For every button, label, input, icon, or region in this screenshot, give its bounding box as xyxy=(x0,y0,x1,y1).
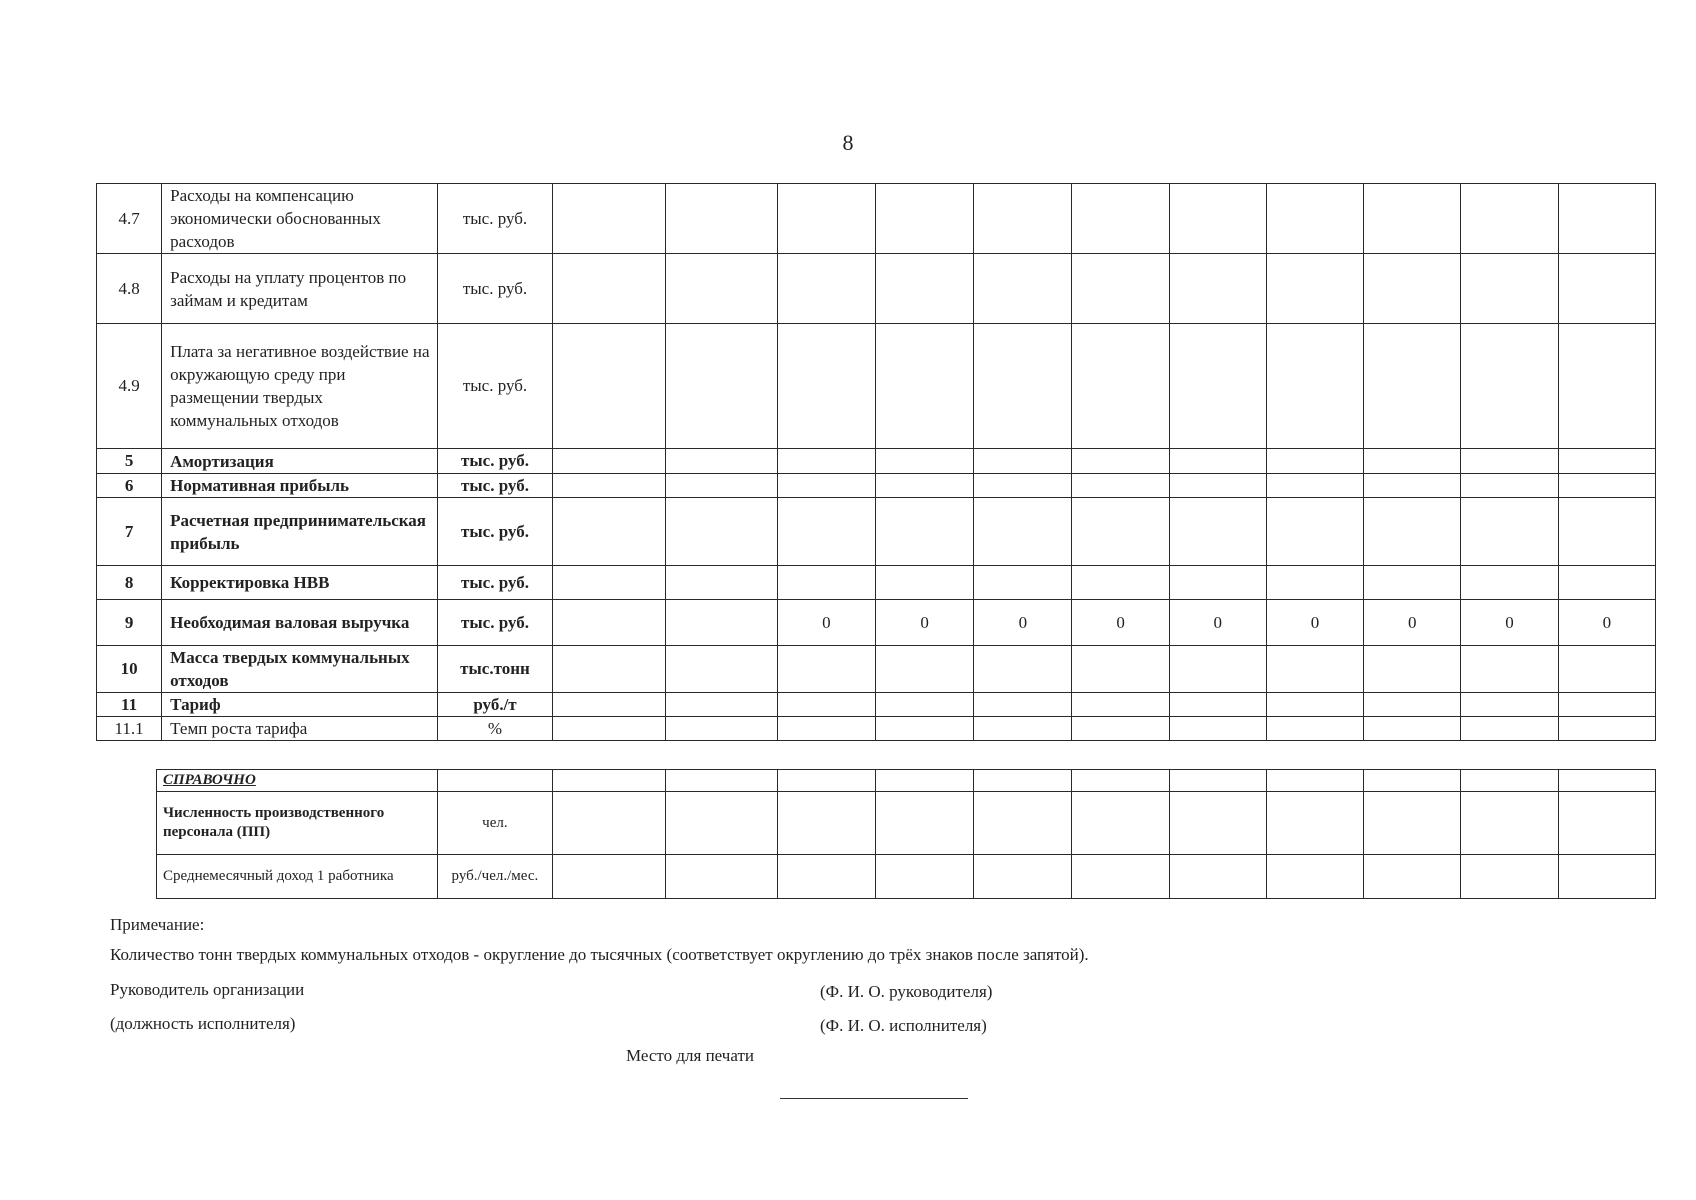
value-cell xyxy=(553,717,666,741)
value-cell xyxy=(1364,498,1461,566)
head-signature-label: Руководитель организации xyxy=(110,980,305,999)
value-cell xyxy=(1169,324,1266,449)
value-cell xyxy=(974,717,1072,741)
table-row xyxy=(97,254,1656,324)
row-name: Масса твердых коммунальных отходов xyxy=(162,646,438,693)
row-name: Расходы на компенсацию экономически обоснованных расходов xyxy=(162,184,438,254)
value-cell xyxy=(1558,498,1655,566)
value-cell xyxy=(974,474,1072,498)
value-cell: 0 xyxy=(1461,600,1558,646)
row-number: 9 xyxy=(97,600,162,646)
value-cell xyxy=(875,717,973,741)
value-cell xyxy=(666,646,777,693)
row-unit: тыс. руб. xyxy=(437,566,552,600)
value-cell: 0 xyxy=(1072,600,1169,646)
value-cell xyxy=(1558,474,1655,498)
row-unit: тыс. руб. xyxy=(437,600,552,646)
value-cell xyxy=(1364,184,1461,254)
value-cell xyxy=(974,254,1072,324)
value-cell xyxy=(1364,717,1461,741)
reference-table xyxy=(156,769,1656,899)
value-cell xyxy=(1169,184,1266,254)
value-cell xyxy=(1072,693,1169,717)
value-cell: 0 xyxy=(1558,600,1655,646)
value-cell xyxy=(1072,474,1169,498)
row-name: Амортизация xyxy=(162,449,438,474)
value-cell xyxy=(875,254,973,324)
reference-row-name: Численность производственного персонала (ПП) xyxy=(157,792,438,855)
reference-row-unit: руб./чел./мес. xyxy=(437,855,552,899)
value-cell xyxy=(666,474,777,498)
value-cell xyxy=(1169,449,1266,474)
table-row xyxy=(97,184,1656,254)
row-unit: тыс. руб. xyxy=(437,474,552,498)
row-unit: тыс.тонн xyxy=(437,646,552,693)
value-cell xyxy=(1461,693,1558,717)
value-cell xyxy=(1461,184,1558,254)
row-name: Темп роста тарифа xyxy=(162,717,438,741)
table-row xyxy=(97,717,1656,741)
stamp-line xyxy=(780,1098,968,1099)
value-cell xyxy=(875,449,973,474)
value-cell xyxy=(1461,254,1558,324)
value-cell xyxy=(1072,254,1169,324)
value-cell xyxy=(1266,474,1363,498)
table-row xyxy=(97,324,1656,449)
value-cell xyxy=(777,324,875,449)
value-cell xyxy=(875,498,973,566)
value-cell xyxy=(1072,717,1169,741)
row-number: 6 xyxy=(97,474,162,498)
value-cell xyxy=(1072,646,1169,693)
table-row xyxy=(97,449,1656,474)
value-cell: 0 xyxy=(974,600,1072,646)
value-cell xyxy=(553,184,666,254)
value-cell xyxy=(974,449,1072,474)
value-cell xyxy=(777,693,875,717)
row-number: 11.1 xyxy=(97,717,162,741)
stamp-place-label: Место для печати xyxy=(626,1046,754,1065)
note-text: Количество тонн твердых коммунальных отходов - округление до тысячных (соответствует округлению до трёх знаков после запятой). xyxy=(110,945,1089,964)
row-number: 4.8 xyxy=(97,254,162,324)
value-cell xyxy=(553,449,666,474)
value-cell xyxy=(875,474,973,498)
value-cell: 0 xyxy=(1266,600,1363,646)
value-cell xyxy=(666,498,777,566)
value-cell xyxy=(974,324,1072,449)
value-cell xyxy=(666,566,777,600)
value-cell xyxy=(1169,498,1266,566)
value-cell xyxy=(1461,498,1558,566)
value-cell xyxy=(777,498,875,566)
row-number: 7 xyxy=(97,498,162,566)
value-cell xyxy=(666,254,777,324)
value-cell xyxy=(1169,717,1266,741)
value-cell xyxy=(875,184,973,254)
value-cell xyxy=(553,324,666,449)
value-cell xyxy=(553,693,666,717)
value-cell xyxy=(777,717,875,741)
row-number: 4.7 xyxy=(97,184,162,254)
row-name: Плата за негативное воздействие на окружающую среду при размещении твердых коммунальных отходов xyxy=(162,324,438,449)
value-cell xyxy=(875,646,973,693)
value-cell xyxy=(1364,324,1461,449)
value-cell xyxy=(1169,693,1266,717)
row-unit: тыс. руб. xyxy=(437,449,552,474)
value-cell xyxy=(875,693,973,717)
value-cell xyxy=(1364,693,1461,717)
value-cell xyxy=(1558,184,1655,254)
value-cell xyxy=(1558,717,1655,741)
value-cell: 0 xyxy=(1169,600,1266,646)
value-cell xyxy=(777,184,875,254)
value-cell xyxy=(1266,693,1363,717)
head-fio-label: (Ф. И. О. руководителя) xyxy=(820,982,993,1001)
executor-fio-label: (Ф. И. О. исполнителя) xyxy=(820,1016,987,1035)
value-cell xyxy=(1266,254,1363,324)
reference-row-staff xyxy=(157,792,1656,855)
row-name: Расчетная предпринимательская прибыль xyxy=(162,498,438,566)
value-cell: 0 xyxy=(777,600,875,646)
value-cell xyxy=(1461,474,1558,498)
row-name: Необходимая валовая выручка xyxy=(162,600,438,646)
value-cell xyxy=(777,646,875,693)
value-cell xyxy=(1364,646,1461,693)
value-cell xyxy=(553,646,666,693)
value-cell xyxy=(1266,324,1363,449)
value-cell xyxy=(1266,566,1363,600)
reference-row-name: Среднемесячный доход 1 работника xyxy=(157,855,438,899)
value-cell xyxy=(1072,566,1169,600)
value-cell xyxy=(777,566,875,600)
row-unit: тыс. руб. xyxy=(437,498,552,566)
value-cell xyxy=(1558,254,1655,324)
value-cell xyxy=(1266,184,1363,254)
row-name: Тариф xyxy=(162,693,438,717)
value-cell xyxy=(1461,717,1558,741)
table-row xyxy=(97,646,1656,693)
value-cell xyxy=(1169,646,1266,693)
page-number: 8 xyxy=(842,130,854,155)
value-cell xyxy=(666,449,777,474)
row-name: Корректировка НВВ xyxy=(162,566,438,600)
value-cell xyxy=(1364,566,1461,600)
value-cell xyxy=(553,498,666,566)
executor-position-label: (должность исполнителя) xyxy=(110,1014,296,1033)
value-cell xyxy=(1461,449,1558,474)
reference-row-income xyxy=(157,855,1656,899)
value-cell xyxy=(1266,498,1363,566)
value-cell xyxy=(666,717,777,741)
value-cell xyxy=(1266,646,1363,693)
row-name: Нормативная прибыль xyxy=(162,474,438,498)
value-cell xyxy=(1169,566,1266,600)
value-cell xyxy=(1558,693,1655,717)
value-cell xyxy=(1364,449,1461,474)
value-cell xyxy=(974,566,1072,600)
value-cell xyxy=(974,184,1072,254)
value-cell xyxy=(666,693,777,717)
cost-table xyxy=(96,183,1656,741)
value-cell xyxy=(1461,646,1558,693)
value-cell xyxy=(1558,324,1655,449)
value-cell xyxy=(1072,449,1169,474)
note-label: Примечание: xyxy=(110,915,205,934)
value-cell xyxy=(1558,646,1655,693)
value-cell xyxy=(875,566,973,600)
value-cell xyxy=(875,324,973,449)
value-cell xyxy=(1461,324,1558,449)
value-cell xyxy=(1364,474,1461,498)
row-unit: % xyxy=(437,717,552,741)
value-cell xyxy=(1072,184,1169,254)
row-number: 8 xyxy=(97,566,162,600)
value-cell xyxy=(553,474,666,498)
value-cell xyxy=(1364,254,1461,324)
value-cell xyxy=(777,449,875,474)
table-row xyxy=(97,566,1656,600)
row-number: 11 xyxy=(97,693,162,717)
value-cell xyxy=(777,254,875,324)
reference-row-unit: чел. xyxy=(437,792,552,855)
value-cell xyxy=(553,600,666,646)
value-cell xyxy=(666,184,777,254)
row-number: 4.9 xyxy=(97,324,162,449)
value-cell xyxy=(1461,566,1558,600)
row-unit: тыс. руб. xyxy=(437,254,552,324)
value-cell xyxy=(1266,717,1363,741)
value-cell: 0 xyxy=(875,600,973,646)
value-cell xyxy=(1169,254,1266,324)
value-cell xyxy=(974,498,1072,566)
value-cell xyxy=(666,324,777,449)
row-name: Расходы на уплату процентов по займам и кредитам xyxy=(162,254,438,324)
row-number: 5 xyxy=(97,449,162,474)
value-cell xyxy=(1558,449,1655,474)
value-cell xyxy=(1558,566,1655,600)
value-cell xyxy=(553,566,666,600)
value-cell xyxy=(1266,449,1363,474)
value-cell xyxy=(974,693,1072,717)
reference-header-row xyxy=(157,770,1656,792)
value-cell xyxy=(974,646,1072,693)
row-unit: тыс. руб. xyxy=(437,324,552,449)
value-cell xyxy=(777,474,875,498)
table-row xyxy=(97,498,1656,566)
value-cell xyxy=(1169,474,1266,498)
value-cell xyxy=(1072,324,1169,449)
value-cell xyxy=(1072,498,1169,566)
value-cell xyxy=(666,600,777,646)
value-cell xyxy=(553,254,666,324)
row-unit: тыс. руб. xyxy=(437,184,552,254)
row-number: 10 xyxy=(97,646,162,693)
table-row xyxy=(97,600,1656,646)
value-cell: 0 xyxy=(1364,600,1461,646)
row-unit: руб./т xyxy=(437,693,552,717)
table-row xyxy=(97,693,1656,717)
reference-header: СПРАВОЧНО xyxy=(157,770,438,792)
table-row xyxy=(97,474,1656,498)
